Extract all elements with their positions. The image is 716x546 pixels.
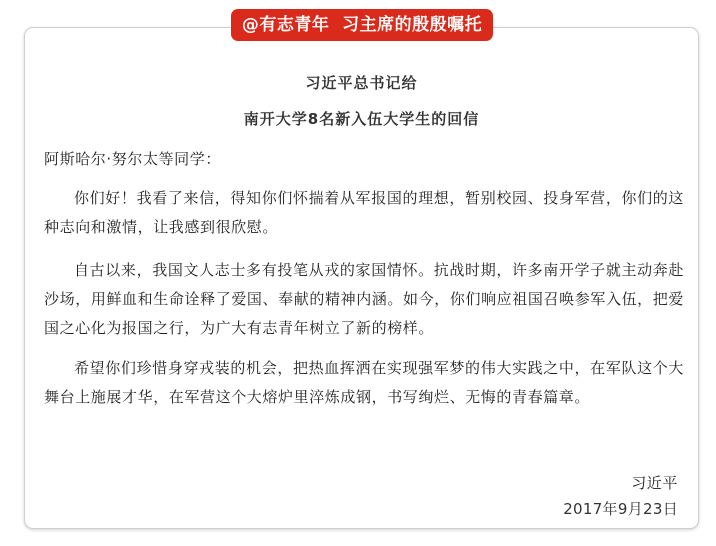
letter-title-line1: 习近平总书记给 [305, 74, 418, 92]
letter-greeting: 阿斯哈尔·努尔太等同学： [44, 150, 221, 168]
letter-signature: 习近平 [631, 474, 678, 492]
letter-paragraph-3: 希望你们珍惜身穿戎装的机会，把热血挥洒在实现强军梦的伟大实践之中，在军队这个大舞台上施展才华，在军营这个大熔炉里淬炼成钢，书写绚烂、无悔的青春篇章。 [44, 359, 684, 406]
letter-paragraph-2: 自古以来，我国文人志士多有投笔从戎的家国情怀。抗战时期，许多南开学子就主动奔赴沙场，用鲜血和生命诠释了爱国、奉献的精神内涵。如今，你们响应祖国召唤参军入伍，把爱国之心化为报国之行，为广大有志青年树立了新的榜样。 [44, 261, 684, 337]
letter-paragraph-1: 你们好！我看了来信，得知你们怀揣着从军报国的理想，暂别校园、投身军营，你们的这种志向和激情，让我感到很欣慰。 [44, 189, 684, 236]
letter-date: 2017年9月23日 [563, 500, 678, 518]
header-banner: @有志青年 习主席的殷殷嘱托 [231, 9, 493, 41]
letter-title-line2: 南开大学8名新入伍大学生的回信 [243, 110, 480, 128]
